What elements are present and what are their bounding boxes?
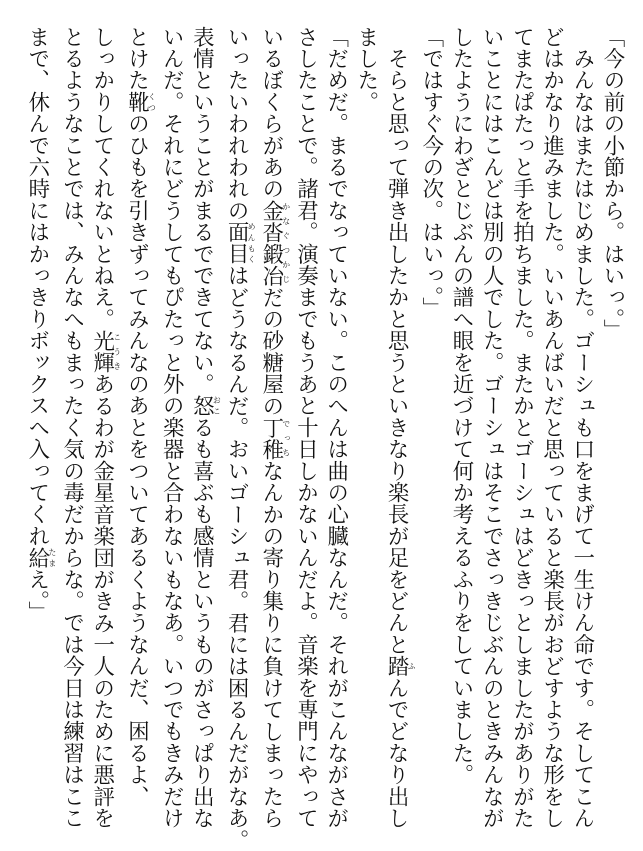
text-line-10: 「だめだ。まるでなっていない。このへんは曲の心臓なんだ。それがこんながさが — [323, 26, 349, 829]
text-line-9: ました。 — [353, 26, 379, 113]
text-line-19 — [22, 26, 57, 716]
text-line-16 — [121, 26, 157, 808]
text-line-14 — [186, 26, 222, 829]
text-line-6: したようにわざとじぶんの譜へ眼を近づけて何か考えるふりをしていました。 — [448, 26, 474, 786]
line-17-part-b: あるわが金星音楽団がきみ一人のために悪評を — [89, 373, 115, 829]
text-line-15: いんだ。それにどうしてもぴたっと外の楽器と合わないもなあ。いつでもきみだけ — [159, 26, 185, 829]
line-13-part-b: はどうなるんだ。おいゴーシュ君。君には困るんだがなあ。 — [224, 264, 250, 851]
line-16-part-a: とけた — [124, 26, 150, 92]
line-14-part-a: 表情ということがまるでできてない。 — [189, 26, 215, 395]
ruby-menboku: 面目めんもく — [224, 221, 257, 265]
line-12-part-c: なんかの寄り集りに負けてしまったら — [258, 460, 284, 829]
text-line-8 — [381, 26, 417, 829]
ruby-okoru: 怒おこ — [189, 394, 222, 417]
ruby-fumu: 踏ふ — [384, 655, 417, 678]
text-line-7: 「ではすぐ今の次。はいっ。」 — [418, 26, 444, 320]
text-line-4: てまたぱたっと手を拍ちました。またかとゴーシュはどきっとしましたがありがた — [509, 26, 535, 829]
text-line-13 — [221, 26, 257, 851]
text-line-12 — [256, 26, 291, 829]
line-13-part-a: いったいわれわれの — [224, 26, 250, 222]
line-8-part-b: んでどなり出し — [384, 677, 410, 829]
ruby-kanagutsu-kaji: 金沓鍛冶かなぐつかじ — [258, 199, 291, 287]
ruby-decchi: 丁稚でっち — [258, 416, 291, 461]
text-line-2: みんなはまたはじめました。ゴーシュも口をまげて一生けん命です。そしてこん — [569, 26, 595, 829]
text-line-5: いことにはこんどは別の人でした。ゴーシュはそこでさっきじぶんのときみんなが — [479, 26, 505, 829]
line-14-part-b: るも喜ぶも感情というものがさっぱり出な — [189, 416, 215, 829]
line-12-part-b: だの砂糖屋の — [258, 286, 284, 417]
line-19-part-a: まで、休んで六時にはかっきりボックスへ入ってくれ — [24, 26, 50, 547]
line-16-part-b: のひもを引きずってみんなのあとをついてあるくようなんだ、困るよ、 — [124, 112, 150, 808]
text-line-17 — [87, 26, 122, 829]
line-12-part-a: いるぼくらがあの — [258, 26, 284, 200]
text-line-1: 「今の前の小節から。はいっ。」 — [600, 26, 625, 341]
line-17-part-a: しっかりしてくれないとねえ。 — [89, 26, 115, 330]
line-19-part-b: え。」 — [24, 568, 50, 623]
ruby-kutsu: 靴くつ — [124, 91, 157, 113]
text-line-11: さしたことで。諸君。演奏までもうあと十日しかないんだよ。音楽を専門にやって — [293, 26, 319, 829]
ruby-tama: 給たま — [24, 546, 57, 569]
vertical-text-body — [22, 26, 627, 851]
text-line-18: とるようなことでは、みんなへもまったく気の毒だからな。では今日は練習はここ — [59, 26, 85, 829]
ruby-kouki: 光輝こうき — [89, 329, 122, 374]
text-line-3: どはかなり進みました。いいあんばいだと思っていると楽長がおどすような形をし — [539, 26, 565, 829]
line-8-part-a: そらと思って弾き出したかと思うといきなり楽長が足をどんと — [384, 26, 410, 656]
